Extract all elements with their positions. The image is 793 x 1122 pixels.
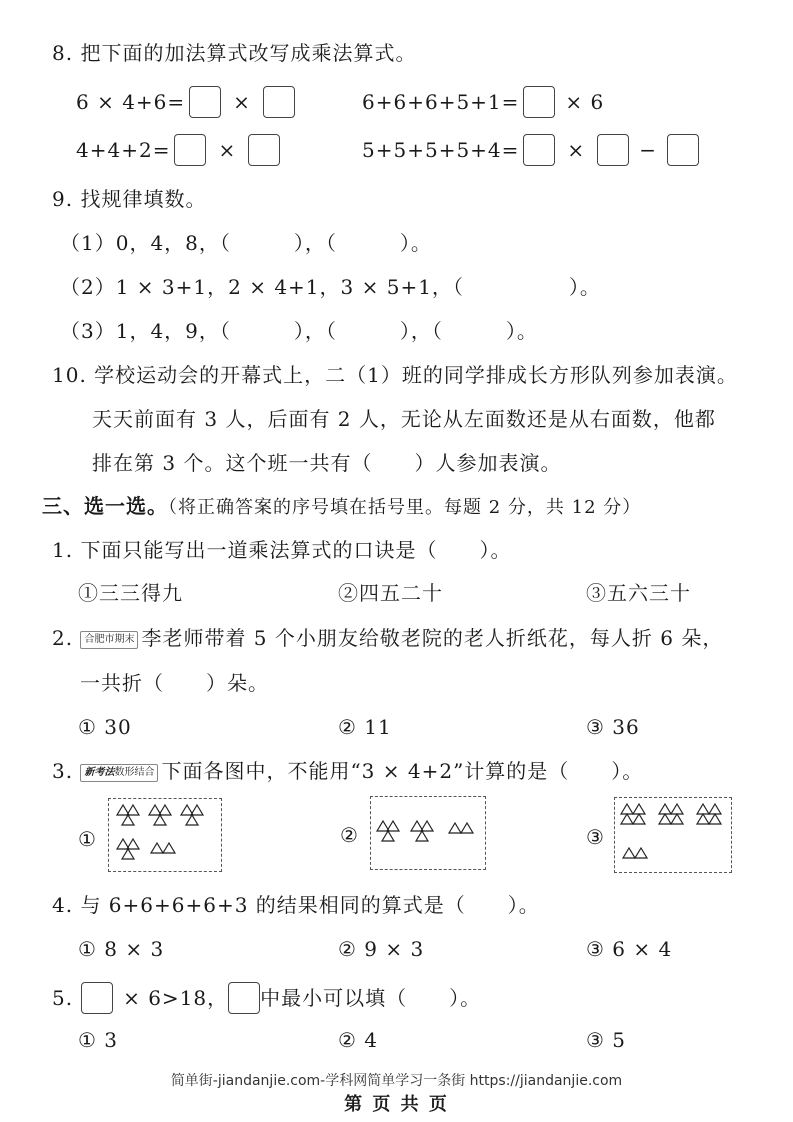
q8-row1-left <box>76 86 295 118</box>
times-sign: × <box>218 138 237 162</box>
times-six: × 6 <box>565 90 605 114</box>
c4-option-2[interactable]: ② 9 × 3 <box>338 937 425 961</box>
triangle-cluster-1 <box>109 799 221 871</box>
c5-stem-line <box>52 982 481 1014</box>
answer-box[interactable] <box>597 134 629 166</box>
answer-box[interactable] <box>81 982 113 1014</box>
new-method-tag: 新考法数形结合 <box>80 764 158 782</box>
q10-line-2: 天天前面有 3 人，后面有 2 人，无论从左面数还是从右面数，他都 <box>92 407 716 431</box>
q9-sub-2: （2）1 × 3+1，2 × 4+1，3 × 5+1，（ ）。 <box>60 275 601 299</box>
c5-option-1[interactable]: ① 3 <box>78 1028 119 1052</box>
answer-box[interactable] <box>523 134 555 166</box>
figure-2 <box>370 796 486 870</box>
c1-stem: 1. 下面只能写出一道乘法算式的口诀是（ ）。 <box>52 538 512 562</box>
minus-sign: − <box>639 138 657 162</box>
source-tag: 合肥市期末 <box>80 631 138 649</box>
q8-expr-3: 4+4+2= <box>76 138 171 162</box>
c1-option-1[interactable]: ①三三得九 <box>78 581 183 605</box>
c2-stem: 李老师带着 5 个小朋友给敬老院的老人折纸花，每人折 6 朵， <box>141 626 724 650</box>
c2-stem-line <box>52 625 723 651</box>
c3-label-1[interactable]: ① <box>78 827 97 851</box>
q9-sub-1: （1）0，4，8，（ ），（ ）。 <box>60 231 432 255</box>
answer-box[interactable] <box>523 86 555 118</box>
answer-box[interactable] <box>263 86 295 118</box>
q8-row2-right <box>362 134 699 166</box>
triangle-cluster-3 <box>615 798 731 872</box>
c5-option-3[interactable]: ③ 5 <box>586 1028 627 1052</box>
answer-box[interactable] <box>248 134 280 166</box>
triangle-cluster-2 <box>371 797 485 869</box>
c3-number: 3. <box>52 759 74 783</box>
section-note: （将正确答案的序号填在括号里。每题 2 分，共 12 分） <box>168 497 642 518</box>
c2-option-1[interactable]: ① 30 <box>78 715 132 739</box>
answer-box[interactable] <box>228 982 260 1014</box>
q8-expr-1: 6 × 4+6= <box>76 90 186 114</box>
c5-mid: × 6>18， <box>123 986 229 1010</box>
q8-row2-left <box>76 134 280 166</box>
answer-box[interactable] <box>189 86 221 118</box>
q8-row1-right <box>362 86 604 118</box>
c5-tail: 中最小可以填（ ）。 <box>260 986 482 1010</box>
c3-stem-line <box>52 758 643 784</box>
q10-line-3: 排在第 3 个。这个班一共有（ ）人参加表演。 <box>92 451 562 475</box>
q8-expr-4: 5+5+5+5+4= <box>362 138 520 162</box>
section-heading <box>42 493 641 521</box>
c5-number: 5. <box>52 986 74 1010</box>
watermark-footer: 简单街-jiandanjie.com-学科网简单学习一条街 https://jiandanjie.com <box>170 1073 623 1089</box>
c4-stem: 4. 与 6+6+6+6+3 的结果相同的算式是（ ）。 <box>52 893 540 917</box>
c2-number: 2. <box>52 626 74 650</box>
c3-label-3[interactable]: ③ <box>586 825 605 849</box>
q8-title: 8. 把下面的加法算式改写成乘法算式。 <box>52 41 417 65</box>
c1-option-2[interactable]: ②四五二十 <box>338 581 443 605</box>
times-sign: × <box>233 90 251 114</box>
c4-option-1[interactable]: ① 8 × 3 <box>78 937 165 961</box>
q9-sub-3: （3）1，4，9，（ ），（ ），（ ）。 <box>60 319 538 343</box>
figure-1 <box>108 798 222 872</box>
c2-stem-2: 一共折（ ）朵。 <box>80 671 269 695</box>
c2-option-2[interactable]: ② 11 <box>338 715 392 739</box>
answer-box[interactable] <box>174 134 206 166</box>
figure-3 <box>614 797 732 873</box>
c3-label-2[interactable]: ② <box>340 823 359 847</box>
answer-box[interactable] <box>667 134 699 166</box>
c4-option-3[interactable]: ③ 6 × 4 <box>586 937 673 961</box>
c3-stem: 下面各图中，不能用“3 × 4+2”计算的是（ ）。 <box>161 759 644 783</box>
c5-option-2[interactable]: ② 4 <box>338 1028 379 1052</box>
times-sign: × <box>567 138 586 162</box>
c2-option-3[interactable]: ③ 36 <box>586 715 640 739</box>
q9-title: 9. 找规律填数。 <box>52 187 207 211</box>
q8-expr-2: 6+6+6+5+1= <box>362 90 520 114</box>
q10-line-1: 10. 学校运动会的开幕式上，二（1）班的同学排成长方形队列参加表演。 <box>52 363 738 387</box>
page-number: 第 页 共 页 <box>344 1094 449 1115</box>
section-title: 三、选一选。 <box>42 494 168 518</box>
c1-option-3[interactable]: ③五六三十 <box>586 581 691 605</box>
